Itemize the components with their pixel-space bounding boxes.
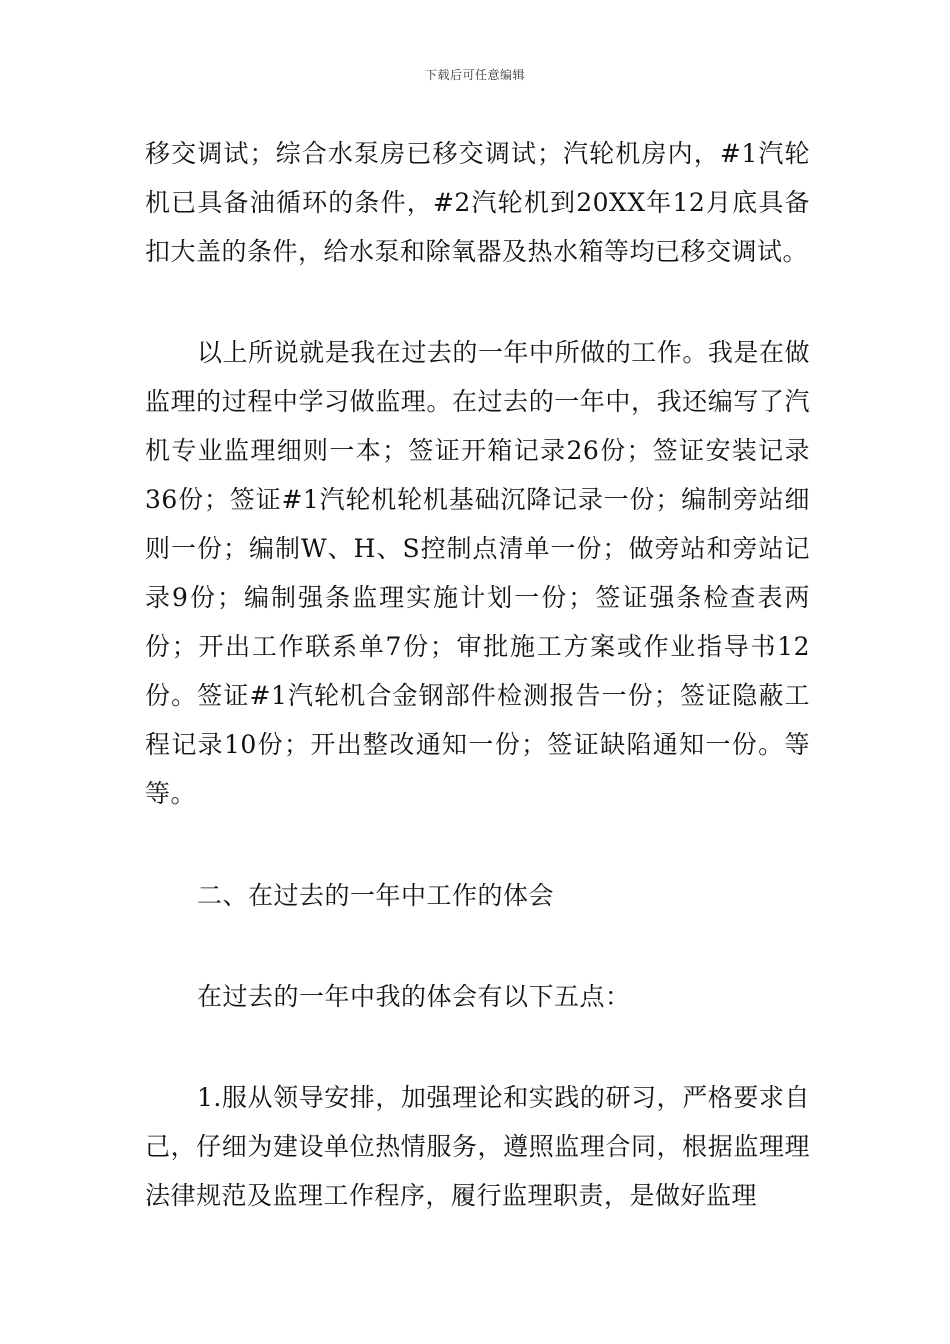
paragraph-continuation: 移交调试；综合水泵房已移交调试；汽轮机房内，#1汽轮机已具备油循环的条件，#2汽轮机到20XX年12月底具备扣大盖的条件，给水泵和除氧器及热水箱等均已移交调试。 (145, 139, 810, 266)
paragraph-work-summary: 以上所说就是我在过去的一年中所做的工作。我是在做监理的过程中学习做监理。在过去的一年中，我还编写了汽机专业监理细则一本；签证开箱记录26份；签证安装记录36份；签证#1汽轮机轮机基础沉降记录一份；编制旁站细则一份；编制W、H、S控制点清单一份；做旁站和旁站记录9份；编制强条监理实施计划一份；签证强条检查表两份；开出工作联系单7份；审批施工方案或作业指导书12份。签证#1汽轮机合金钢部件检测报告一份；签证隐蔽工程记录10份；开出整改通知一份；签证缺陷通知一份。等等。 (145, 338, 810, 808)
page-header-note: 下载后可任意编辑 (424, 68, 525, 82)
section-heading: 二、在过去的一年中工作的体会 (197, 881, 555, 910)
paragraph-point-1: 1.服从领导安排，加强理论和实践的研习，严格要求自己，仔细为建设单位热情服务，遵照监理合同，根据监理理法律规范及监理工作程序，履行监理职责，是做好监理 (145, 1083, 810, 1210)
paragraph-intro: 在过去的一年中我的体会有以下五点： (197, 982, 631, 1011)
